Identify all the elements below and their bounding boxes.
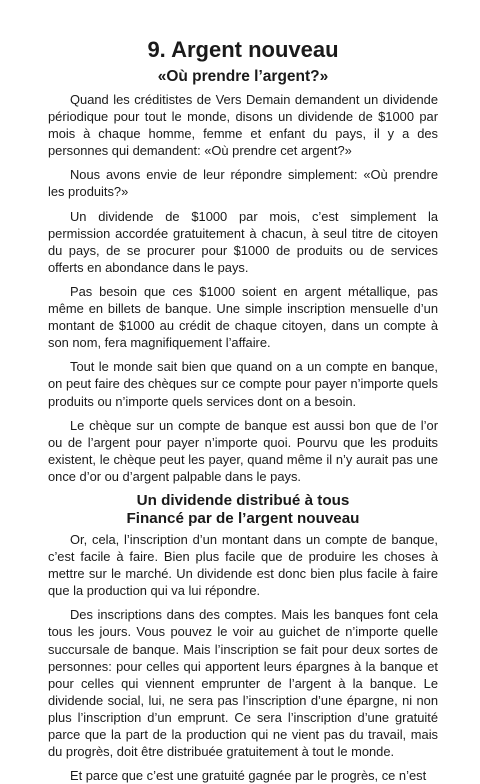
paragraph: Le chèque sur un compte de banque est aussi bon que de l’or ou de l’argent pour payer n’importe quoi. Pourvu que les produits existent, le chèque peut les payer, quand même il n’y aurait pas une once d’or ou d’argent palpable dans le pays.: [48, 417, 438, 484]
paragraph: Tout le monde sait bien que quand on a un compte en banque, on peut faire des chèques sur ce compte pour payer n’importe quels produits ou n’importe quels services dont on a besoin.: [48, 359, 438, 409]
paragraph: Des inscriptions dans des comptes. Mais les banques font cela tous les jours. Vous pouvez le voir au guichet de n’importe quelle succursale de banque. Mais l’inscription se fait pour deux sortes de personnes: pour celles qui apportent leurs épargnes à la banque et pour celles qui viennent emprunter de l’argent à la banque. Le dividende social, lui, ne sera pas l’inscription d’une épargne, ni non plus l’inscription d’un emprunt. Ce sera l’inscription d’une gratuité parce que la part de la production qui ne vient pas du travail, mais du progrès, doit être distribuée gratuitement à tout le monde.: [48, 607, 438, 760]
section-heading-line-2: Financé par de l’argent nouveau: [126, 510, 360, 528]
paragraph: Quand les créditistes de Vers Demain demandent un dividende périodique pour tout le monde, disons un dividende de $1000 par mois à chaque homme, femme et enfant du pays, il y a des personnes qui demandent: «Où prendre cet argent?»: [48, 92, 438, 159]
section-heading: [48, 492, 438, 529]
paragraph: Et parce que c’est une gratuité gagnée par le progrès, ce n’est: [70, 768, 427, 784]
section-body-2: [48, 531, 438, 784]
paragraph: Nous avons envie de leur répondre simplement: «Où prendre les produits?»: [48, 167, 438, 200]
paragraph: Pas besoin que ces $1000 soient en argent métallique, pas même en billets de banque. Une simple inscription mensuelle d’un montant de $1000 au crédit de chaque citoyen, dans un compte à son nom, fera magnifiquement l’affaire.: [48, 283, 438, 351]
document-page: [48, 36, 438, 784]
paragraph: Un dividende de $1000 par mois, c’est simplement la permission accordée gratuitement à chacun, à seul titre de citoyen du pays, de se procurer pour $1000 de produits ou de services offerts en abondance dans le pays.: [48, 208, 438, 275]
section-body-1: [48, 91, 438, 485]
section-heading-line-1: Un dividende distribué à tous: [136, 491, 350, 509]
chapter-title: 9. Argent nouveau: [147, 37, 339, 62]
chapter-subtitle: «Où prendre l’argent?»: [157, 68, 329, 85]
paragraph: Or, cela, l’inscription d’un montant dans un compte de banque, c’est facile à faire. Bien plus facile que de produire les choses à mettre sur le marché. Un dividende est donc bien plus facile à faire que la production qui va lui répondre.: [48, 531, 438, 599]
